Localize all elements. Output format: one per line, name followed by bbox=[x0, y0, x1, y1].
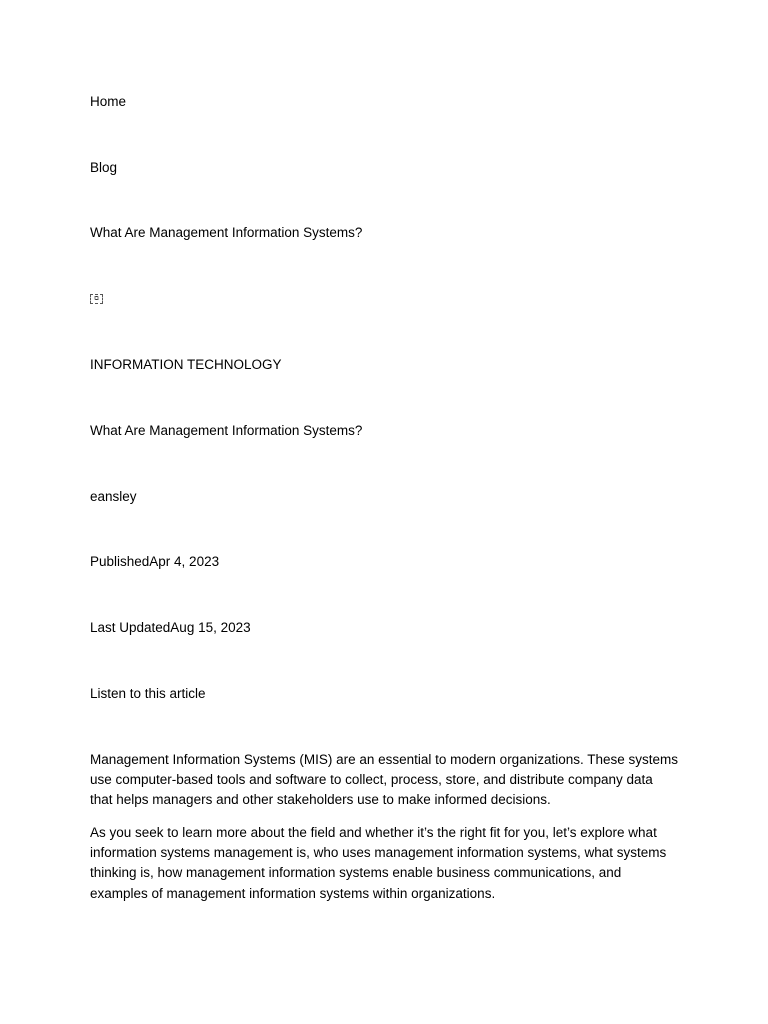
breadcrumb-home-link[interactable]: Home bbox=[90, 94, 127, 109]
listen-to-article-button[interactable]: Listen to this article bbox=[90, 686, 206, 701]
article-title: What Are Management Information Systems? bbox=[90, 423, 363, 438]
published-date: PublishedApr 4, 2023 bbox=[90, 554, 220, 569]
last-updated-date: Last UpdatedAug 15, 2023 bbox=[90, 620, 251, 635]
article-paragraph: As you seek to learn more about the field and whether it’s the right fit for you, let’s explore what information systems management is, who uses management information systems, what systems thinking is, how management information systems enable business communications, and examples of management information systems within organizations. bbox=[90, 825, 667, 901]
breadcrumb-current-page: What Are Management Information Systems? bbox=[90, 225, 363, 240]
breadcrumb-blog-link[interactable]: Blog bbox=[90, 160, 118, 175]
broken-image-icon: ⧉ bbox=[90, 294, 103, 304]
article-paragraph: Management Information Systems (MIS) are an essential to modern organizations. These systems use computer-based tools and software to collect, process, store, and distribute company data that helps managers and other stakeholders use to make informed decisions. bbox=[90, 752, 679, 808]
article-category-link[interactable]: INFORMATION TECHNOLOGY bbox=[90, 357, 282, 372]
article-author-link[interactable]: eansley bbox=[90, 489, 137, 504]
